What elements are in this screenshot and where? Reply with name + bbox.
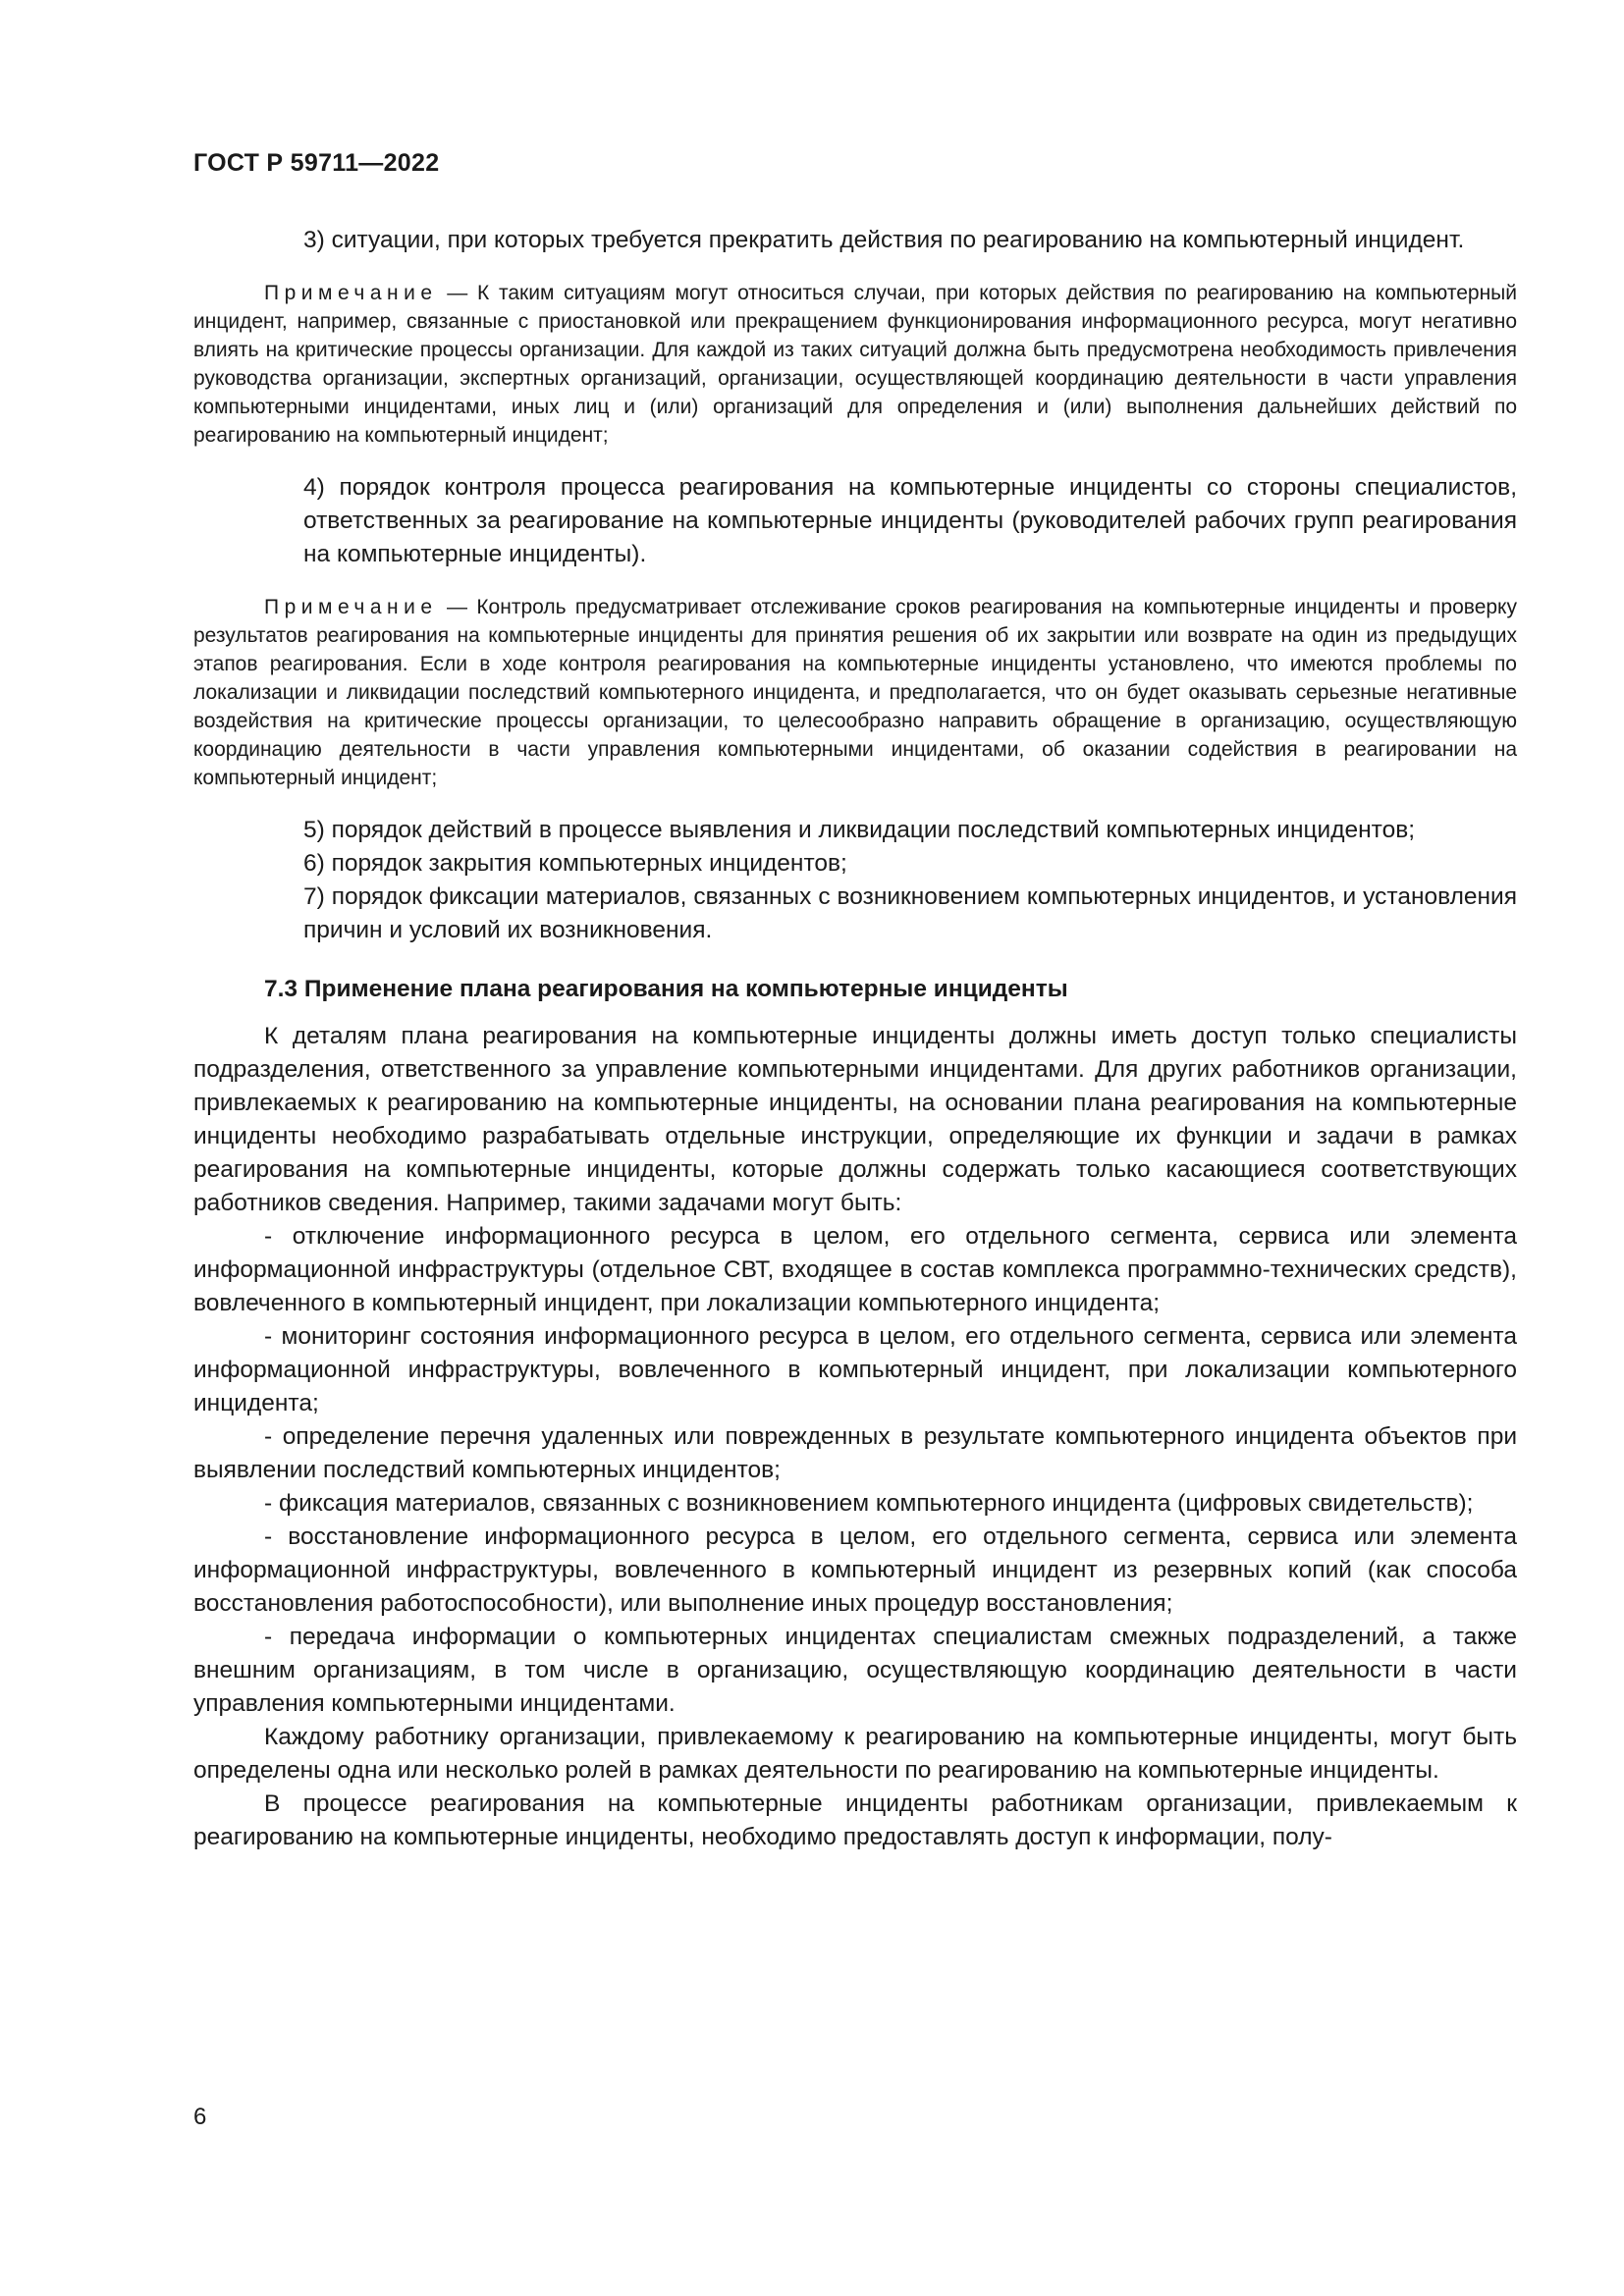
- bullet-item: - мониторинг состояния информационного ресурса в целом, его отдельного сегмента, сервиса или элемента информационной инфраструктуры, вовлеченного в компьютерный инцидент, при локализации компьютерного инцидента;: [193, 1323, 1517, 1416]
- list-item-5: 5) порядок действий в процессе выявления и ликвидации последствий компьютерных инцидентов;: [303, 817, 1416, 843]
- list-item-4: 4) порядок контроля процесса реагирования на компьютерные инциденты со стороны специалистов, ответственных за реагирование на компьютерные инциденты (руководителей рабочих групп реагирования на компьютерные инциденты).: [303, 474, 1517, 567]
- note-1: [193, 279, 1517, 450]
- note-text: — Контроль предусматривает отслеживание сроков реагирования на компьютерные инциденты и проверку результатов реагирования на компьютерные инциденты для принятия решения об их закрытии или возврате на один из предыдущих этапов реагирования. Если в ходе контроля реагирования на компьютерные инциденты установлено, что имеются проблемы по локализации и ликвидации последствий компьютерного инцидента, и предполагается, что он будет оказывать серьезные негативные воздействия на критические процессы организации, то целесообразно направить обращение в организацию, осуществляющую координацию деятельности в части управления компьютерными инцидентами, об оказании содействия в реагировании на компьютерный инцидент;: [193, 596, 1517, 789]
- page-number: 6: [193, 2104, 207, 2130]
- bullet-item: - восстановление информационного ресурса в целом, его отдельного сегмента, сервиса или элемента информационной инфраструктуры, вовлеченного в компьютерный инцидент из резервных копий (как способа восстановления работоспособности), или выполнение иных процедур восстановления;: [193, 1523, 1517, 1617]
- list-item-6: 6) порядок закрытия компьютерных инцидентов;: [303, 850, 847, 877]
- list-item-7: 7) порядок фиксации материалов, связанных с возникновением компьютерных инцидентов, и установления причин и условий их возникновения.: [303, 883, 1517, 943]
- standard-code-header: ГОСТ Р 59711—2022: [193, 149, 440, 177]
- roles-paragraph: Каждому работнику организации, привлекаемому к реагированию на компьютерные инциденты, могут быть определены одна или несколько ролей в рамках деятельности по реагированию на компьютерные инциденты.: [193, 1724, 1517, 1784]
- note-label: Примечание: [264, 282, 438, 304]
- bullet-item: - фиксация материалов, связанных с возникновением компьютерного инцидента (цифровых свидетельств);: [264, 1490, 1474, 1517]
- bullet-item: - определение перечня удаленных или поврежденных в результате компьютерного инцидента объектов при выявлении последствий компьютерных инцидентов;: [193, 1423, 1517, 1483]
- access-paragraph: В процессе реагирования на компьютерные инциденты работникам организации, привлекаемым к реагированию на компьютерные инциденты, необходимо предоставлять доступ к информации, полу-: [193, 1790, 1517, 1850]
- page-content: [193, 224, 1517, 1854]
- note-label: Примечание: [264, 596, 438, 618]
- note-text: — К таким ситуациям могут относиться случаи, при которых действия по реагированию на компьютерный инцидент, например, связанные с приостановкой или прекращением функционирования информационного ресурса, могут негативно влиять на критические процессы организации. Для каждой из таких ситуаций должна быть предусмотрена необходимость привлечения руководства организации, экспертных организаций, организации, осуществляющей координацию деятельности в части управления компьютерными инцидентами, иных лиц и (или) организаций для определения и (или) выполнения дальнейших действий по реагированию на компьютерный инцидент;: [193, 282, 1517, 447]
- section-heading: 7.3 Применение плана реагирования на компьютерные инциденты: [264, 976, 1068, 1002]
- bullet-item: - передача информации о компьютерных инцидентах специалистам смежных подразделений, а также внешним организациям, в том числе в организацию, осуществляющую координацию деятельности в части управления компьютерными инцидентами.: [193, 1624, 1517, 1717]
- section-intro-paragraph: К деталям плана реагирования на компьютерные инциденты должны иметь доступ только специалисты подразделения, ответственного за управление компьютерными инцидентами. Для других работников организации, привлекаемых к реагированию на компьютерные инциденты, на основании плана реагирования на компьютерные инциденты необходимо разрабатывать отдельные инструкции, определяющие их функции и задачи в рамках реагирования на компьютерные инциденты, которые должны содержать только касающиеся соответствующих работников сведения. Например, такими задачами могут быть:: [193, 1023, 1517, 1216]
- note-2: [193, 593, 1517, 792]
- list-item-3: 3) ситуации, при которых требуется прекратить действия по реагированию на компьютерный инцидент.: [303, 227, 1465, 253]
- bullet-item: - отключение информационного ресурса в целом, его отдельного сегмента, сервиса или элемента информационной инфраструктуры (отдельное СВТ, входящее в состав комплекса программно-технических средств), вовлеченного в компьютерный инцидент, при локализации компьютерного инцидента;: [193, 1223, 1517, 1316]
